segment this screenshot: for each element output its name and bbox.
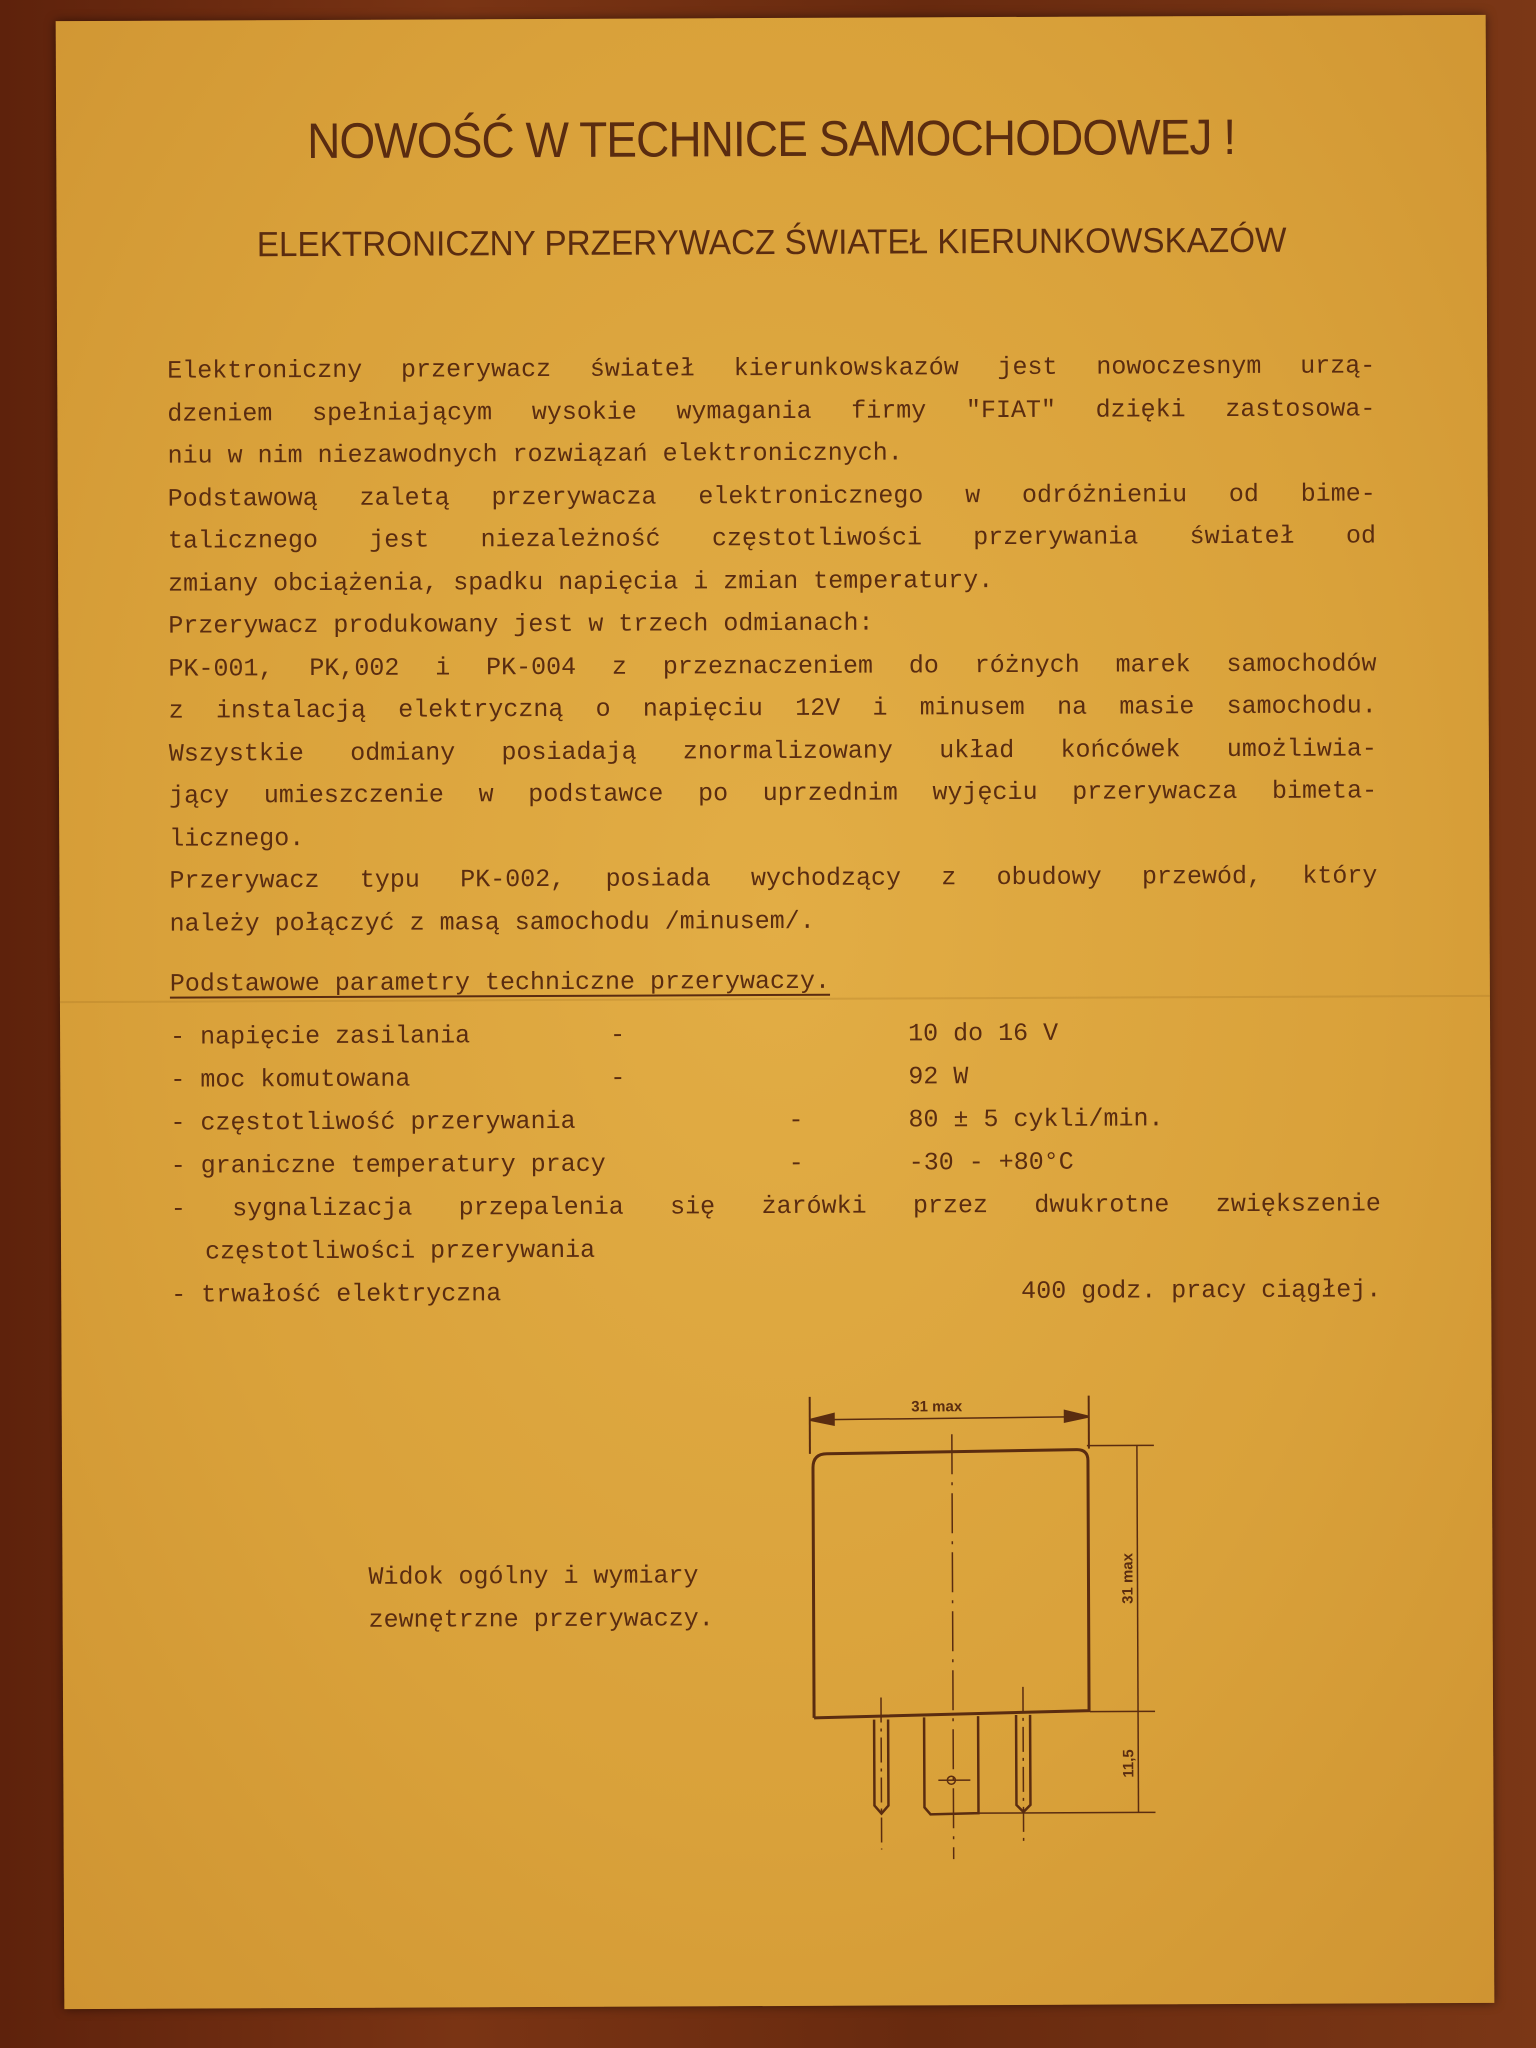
param-value: -30 - +80°C <box>908 1147 1074 1178</box>
relay-dimension-drawing <box>782 1378 1184 1860</box>
height-label: 31 max <box>1119 1552 1137 1604</box>
pin-center <box>924 1716 978 1814</box>
param-row <box>170 1053 1380 1101</box>
body-line: PK-001, PK,002 i PK-004 z przeznaczeniem do różnych marek samochodów <box>168 648 1377 684</box>
param-dash: - <box>610 1063 626 1093</box>
body-line: licznego. <box>169 823 305 854</box>
param-label: - trwałość elektryczna <box>171 1279 502 1310</box>
params-list <box>170 1010 1381 1316</box>
body-line: Wszystkie odmiany posiadają znormalizowany układ końcówek umożliwia- <box>168 733 1377 769</box>
body-line: Przerywacz produkowany jest w trzech odmianach: <box>168 608 874 641</box>
param-value: 10 do 16 V <box>908 1018 1059 1049</box>
param-label: - częstotliwość przerywania <box>170 1106 576 1138</box>
params-heading: Podstawowe parametry techniczne przerywaczy. <box>169 966 831 999</box>
body-line: talicznego jest niezależność częstotliwości przerywania świateł od <box>167 521 1376 556</box>
param-row <box>171 1268 1381 1316</box>
body-line: Podstawową zaletą przerywacza elektronicznego w odróżnieniu od bime- <box>167 478 1376 514</box>
arrow-left-icon <box>810 1414 834 1425</box>
param-value: 92 W <box>908 1062 969 1092</box>
body-line: niu w nim niezawodnych rozwiązań elektronicznych. <box>167 438 903 471</box>
param-label: - napięcie zasilania <box>170 1021 471 1052</box>
param-value: 80 ± 5 cykli/min. <box>908 1104 1164 1135</box>
body-line: zmiany obciążenia, spadku napięcia i zmian temperatury. <box>168 565 994 599</box>
description-body <box>167 345 1378 1006</box>
param-dash: - <box>788 1105 804 1135</box>
relay-housing <box>813 1450 1089 1718</box>
dimension-line <box>810 1417 1089 1420</box>
document-sheet <box>56 15 1495 2009</box>
body-line: Przerywacz typu PK-002, posiada wychodzący z obudowy przewód, który <box>169 861 1378 896</box>
param-dash: - <box>788 1148 804 1178</box>
pin-length-label: 11,5 <box>1120 1749 1138 1778</box>
pin-center-line <box>1023 1687 1024 1841</box>
arrow-right-icon <box>1065 1411 1089 1422</box>
page-title: NOWOŚĆ W TECHNICE SAMOCHODOWEJ ! <box>307 108 1236 170</box>
param-dash: - <box>610 1020 626 1050</box>
param-signal-line-2: częstotliwości przerywania <box>204 1235 596 1267</box>
param-signal-line: - sygnalizacja przepalenia się żarówki przez dwukrotne zwiększenie <box>170 1189 1381 1224</box>
param-value: 400 godz. pracy ciągłej. <box>1021 1275 1382 1306</box>
body-line: Elektroniczny przerywacz świateł kierunkowskazów jest nowoczesnym urzą- <box>167 351 1376 386</box>
diagram-caption <box>368 1554 713 1642</box>
page-subtitle: ELEKTRONICZNY PRZERYWACZ ŚWIATEŁ KIERUNKOWSKAZÓW <box>256 220 1287 265</box>
param-row <box>170 1096 1380 1144</box>
caption-line: Widok ogólny i wymiary <box>368 1561 699 1592</box>
body-line: należy połączyć z masą samochodu /minusem/. <box>169 906 815 939</box>
extension-line <box>978 1812 1155 1813</box>
body-line: z instalacją elektryczną o napięciu 12V i minusem na masie samochodu. <box>168 691 1377 726</box>
pin-center-line <box>881 1698 882 1850</box>
param-row <box>170 1010 1380 1058</box>
param-label: - moc komutowana <box>170 1064 411 1095</box>
center-line <box>952 1434 954 1859</box>
param-row <box>171 1139 1381 1187</box>
width-label: 31 max <box>911 1398 963 1416</box>
body-line: dzeniem spełniającym wysokie wymagania firmy "FIAT" dzięki zastosowa- <box>167 393 1376 429</box>
caption-line: zewnętrzne przerywaczy. <box>368 1604 714 1635</box>
body-line: jący umieszczenie w podstawce po uprzednim wyjęciu przerywacza bimeta- <box>168 776 1378 811</box>
param-label: - graniczne temperatury pracy <box>170 1149 606 1181</box>
